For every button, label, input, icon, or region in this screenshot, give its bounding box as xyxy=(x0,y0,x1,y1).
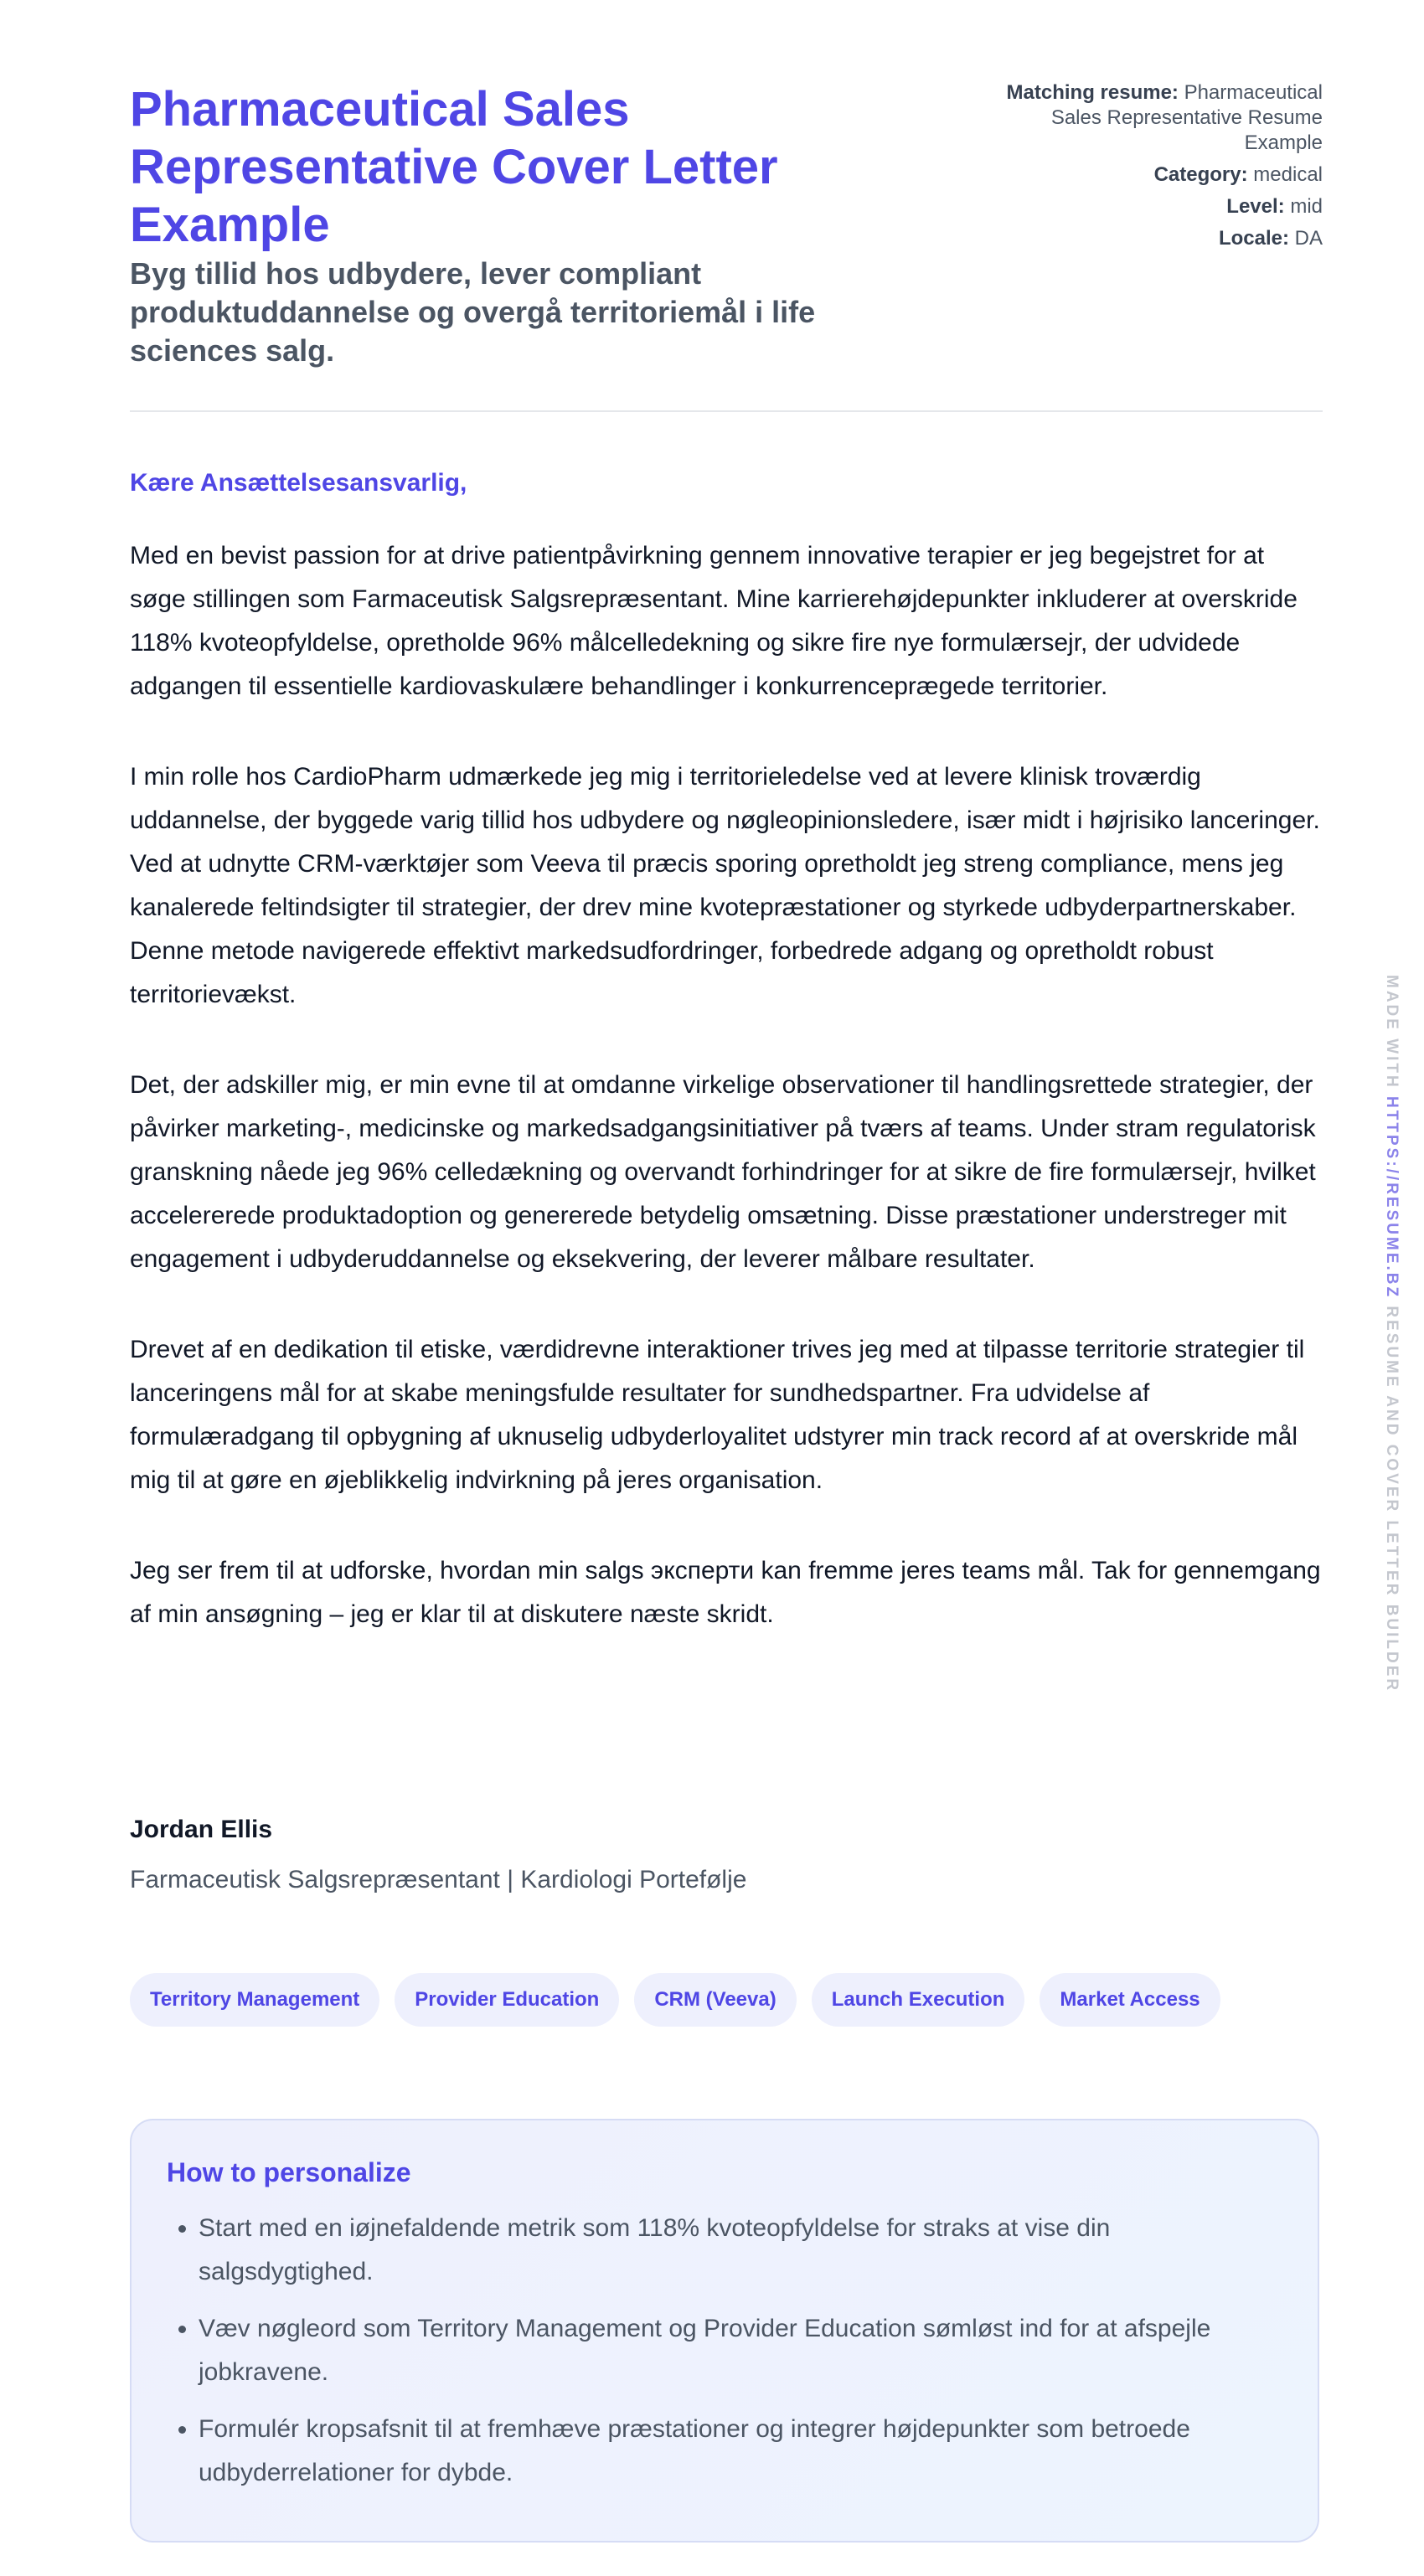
skill-tag: Territory Management xyxy=(130,1973,379,2027)
page-title: Pharmaceutical Sales Representative Cover Letter Example xyxy=(130,82,778,252)
tip-item: • Start med en iøjnefaldende metrik som 118% kvoteopfyldelse for straks at vise din salgsdygtighed. xyxy=(199,2207,1284,2294)
meta-info xyxy=(971,80,1323,258)
skill-tags xyxy=(130,1973,1220,2027)
meta-level xyxy=(971,194,1323,219)
skill-tag: Launch Execution xyxy=(812,1973,1025,2027)
meta-resume xyxy=(971,80,1323,156)
letter-paragraph: Med en bevist passion for at drive patientpåvirkning gennem innovative terapier er jeg begejstret for at søge stillingen som Farmaceutisk Salgsrepræsentant. Mine karrierehøjdepunkter inkluderer at overskride 118% kvoteopfyldelse, opretholde 96% målcelledekning og sikre fire nye formulærsejr, der udvidede adgangen til essentielle kardiovaskulære behandlinger i konkurrenceprægede territorier. xyxy=(130,542,1298,700)
meta-locale-label: Locale: xyxy=(1218,227,1289,250)
meta-category-value: medical xyxy=(1253,163,1323,186)
letter-body xyxy=(130,534,1323,1683)
meta-locale-value: DA xyxy=(1294,227,1323,250)
tips-title: How to personalize xyxy=(167,2157,411,2187)
signature-title: Farmaceutisk Salgsrepræsentant | Kardiologi Portefølje xyxy=(130,1866,747,1893)
tip-item: • Væv nøgleord som Territory Management og Provider Education sømløst ind for at afspejle jobkravene. xyxy=(199,2307,1284,2394)
letter-paragraph: I min rolle hos CardioPharm udmærkede jeg mig i territorieledelse ved at levere klinisk troværdig uddannelse, der byggede varig tillid hos udbydere og nøgleopinionsledere, især midt i højrisiko lanceringer. Ved at udnytte CRM-værktøjer som Veeva til præcis sporing opretholdt jeg streng compliance, mens jeg kanalerede feltindsigter til strategier, der drev mine kvotepræstationer og styrkede udbyderpartnerskaber. Denne metode navigerede effektivt markedsudfordringer, forbedrede adgang og opretholdt robust territorievækst. xyxy=(130,763,1320,1008)
side-credit-suffix: RESUME AND COVER LETTER BUILDER xyxy=(1383,1306,1401,1693)
meta-resume-label: Matching resume: xyxy=(1006,81,1179,104)
letter-paragraph: Drevet af en dedikation til etiske, værdidrevne interaktioner trives jeg med at tilpasse territorie strategier til lanceringens mål for at skabe meningsfulde resultater for sundhedspartner. Fra udvidelse af formulæradgang til opbygning af uknuselig udbyderloyalitet udstyrer min track record af at overskride mål mig til at gøre en øjeblikkelig indvirkning på jeres organisation. xyxy=(130,1336,1305,1494)
page-subtitle: Byg tillid hos udbydere, lever compliant produktuddannelse og overgå territoriemål i life sciences salg. xyxy=(130,256,816,368)
signature-name: Jordan Ellis xyxy=(130,1816,273,1843)
meta-category-label: Category: xyxy=(1153,163,1248,186)
cover-letter-page xyxy=(130,0,1323,2486)
side-credit xyxy=(1380,975,1401,1693)
letter-header xyxy=(130,0,1323,412)
meta-category xyxy=(971,162,1323,188)
tip-item: • Formulér kropsafsnit til at fremhæve præstationer og integrer højdepunkter som betroede udbyderrelationer for dybde. xyxy=(199,2408,1284,2495)
skill-tag: Market Access xyxy=(1040,1973,1220,2027)
skill-tag: Provider Education xyxy=(395,1973,619,2027)
side-credit-prefix: MADE WITH xyxy=(1383,975,1401,1090)
meta-level-label: Level: xyxy=(1226,195,1285,218)
letter-paragraph: Jeg ser frem til at udforske, hvordan min salgs эксперти kan fremme jeres teams mål. Tak for gennemgang af min ansøgning – jeg er klar til at diskutere næste skridt. xyxy=(130,1557,1321,1628)
tips-list xyxy=(167,2207,1284,2495)
meta-level-value: mid xyxy=(1290,195,1323,218)
letter-greeting: Kære Ansættelsesansvarlig, xyxy=(130,469,467,497)
personalize-tips-box xyxy=(130,2119,1319,2543)
meta-locale xyxy=(971,226,1323,251)
meta-resume-value: Pharmaceutical Sales Representative Resume Example xyxy=(1050,81,1323,154)
side-credit-link[interactable]: HTTPS://RESUME.BZ xyxy=(1383,1096,1401,1300)
skill-tag: CRM (Veeva) xyxy=(634,1973,796,2027)
letter-paragraph: Det, der adskiller mig, er min evne til at omdanne virkelige observationer til handlingsrettede strategier, der påvirker marketing-, medicinske og markedsadgangsinitiativer på tværs af teams. Under stram regulatorisk granskning nåede jeg 96% celledækning og overvandt forhindringer for at sikre de fire formulærsejr, hvilket accelererede produktadoption og genererede betydelig omsætning. Disse præstationer understreger mit engagement i udbyderuddannelse og eksekvering, der leverer målbare resultater. xyxy=(130,1071,1316,1273)
